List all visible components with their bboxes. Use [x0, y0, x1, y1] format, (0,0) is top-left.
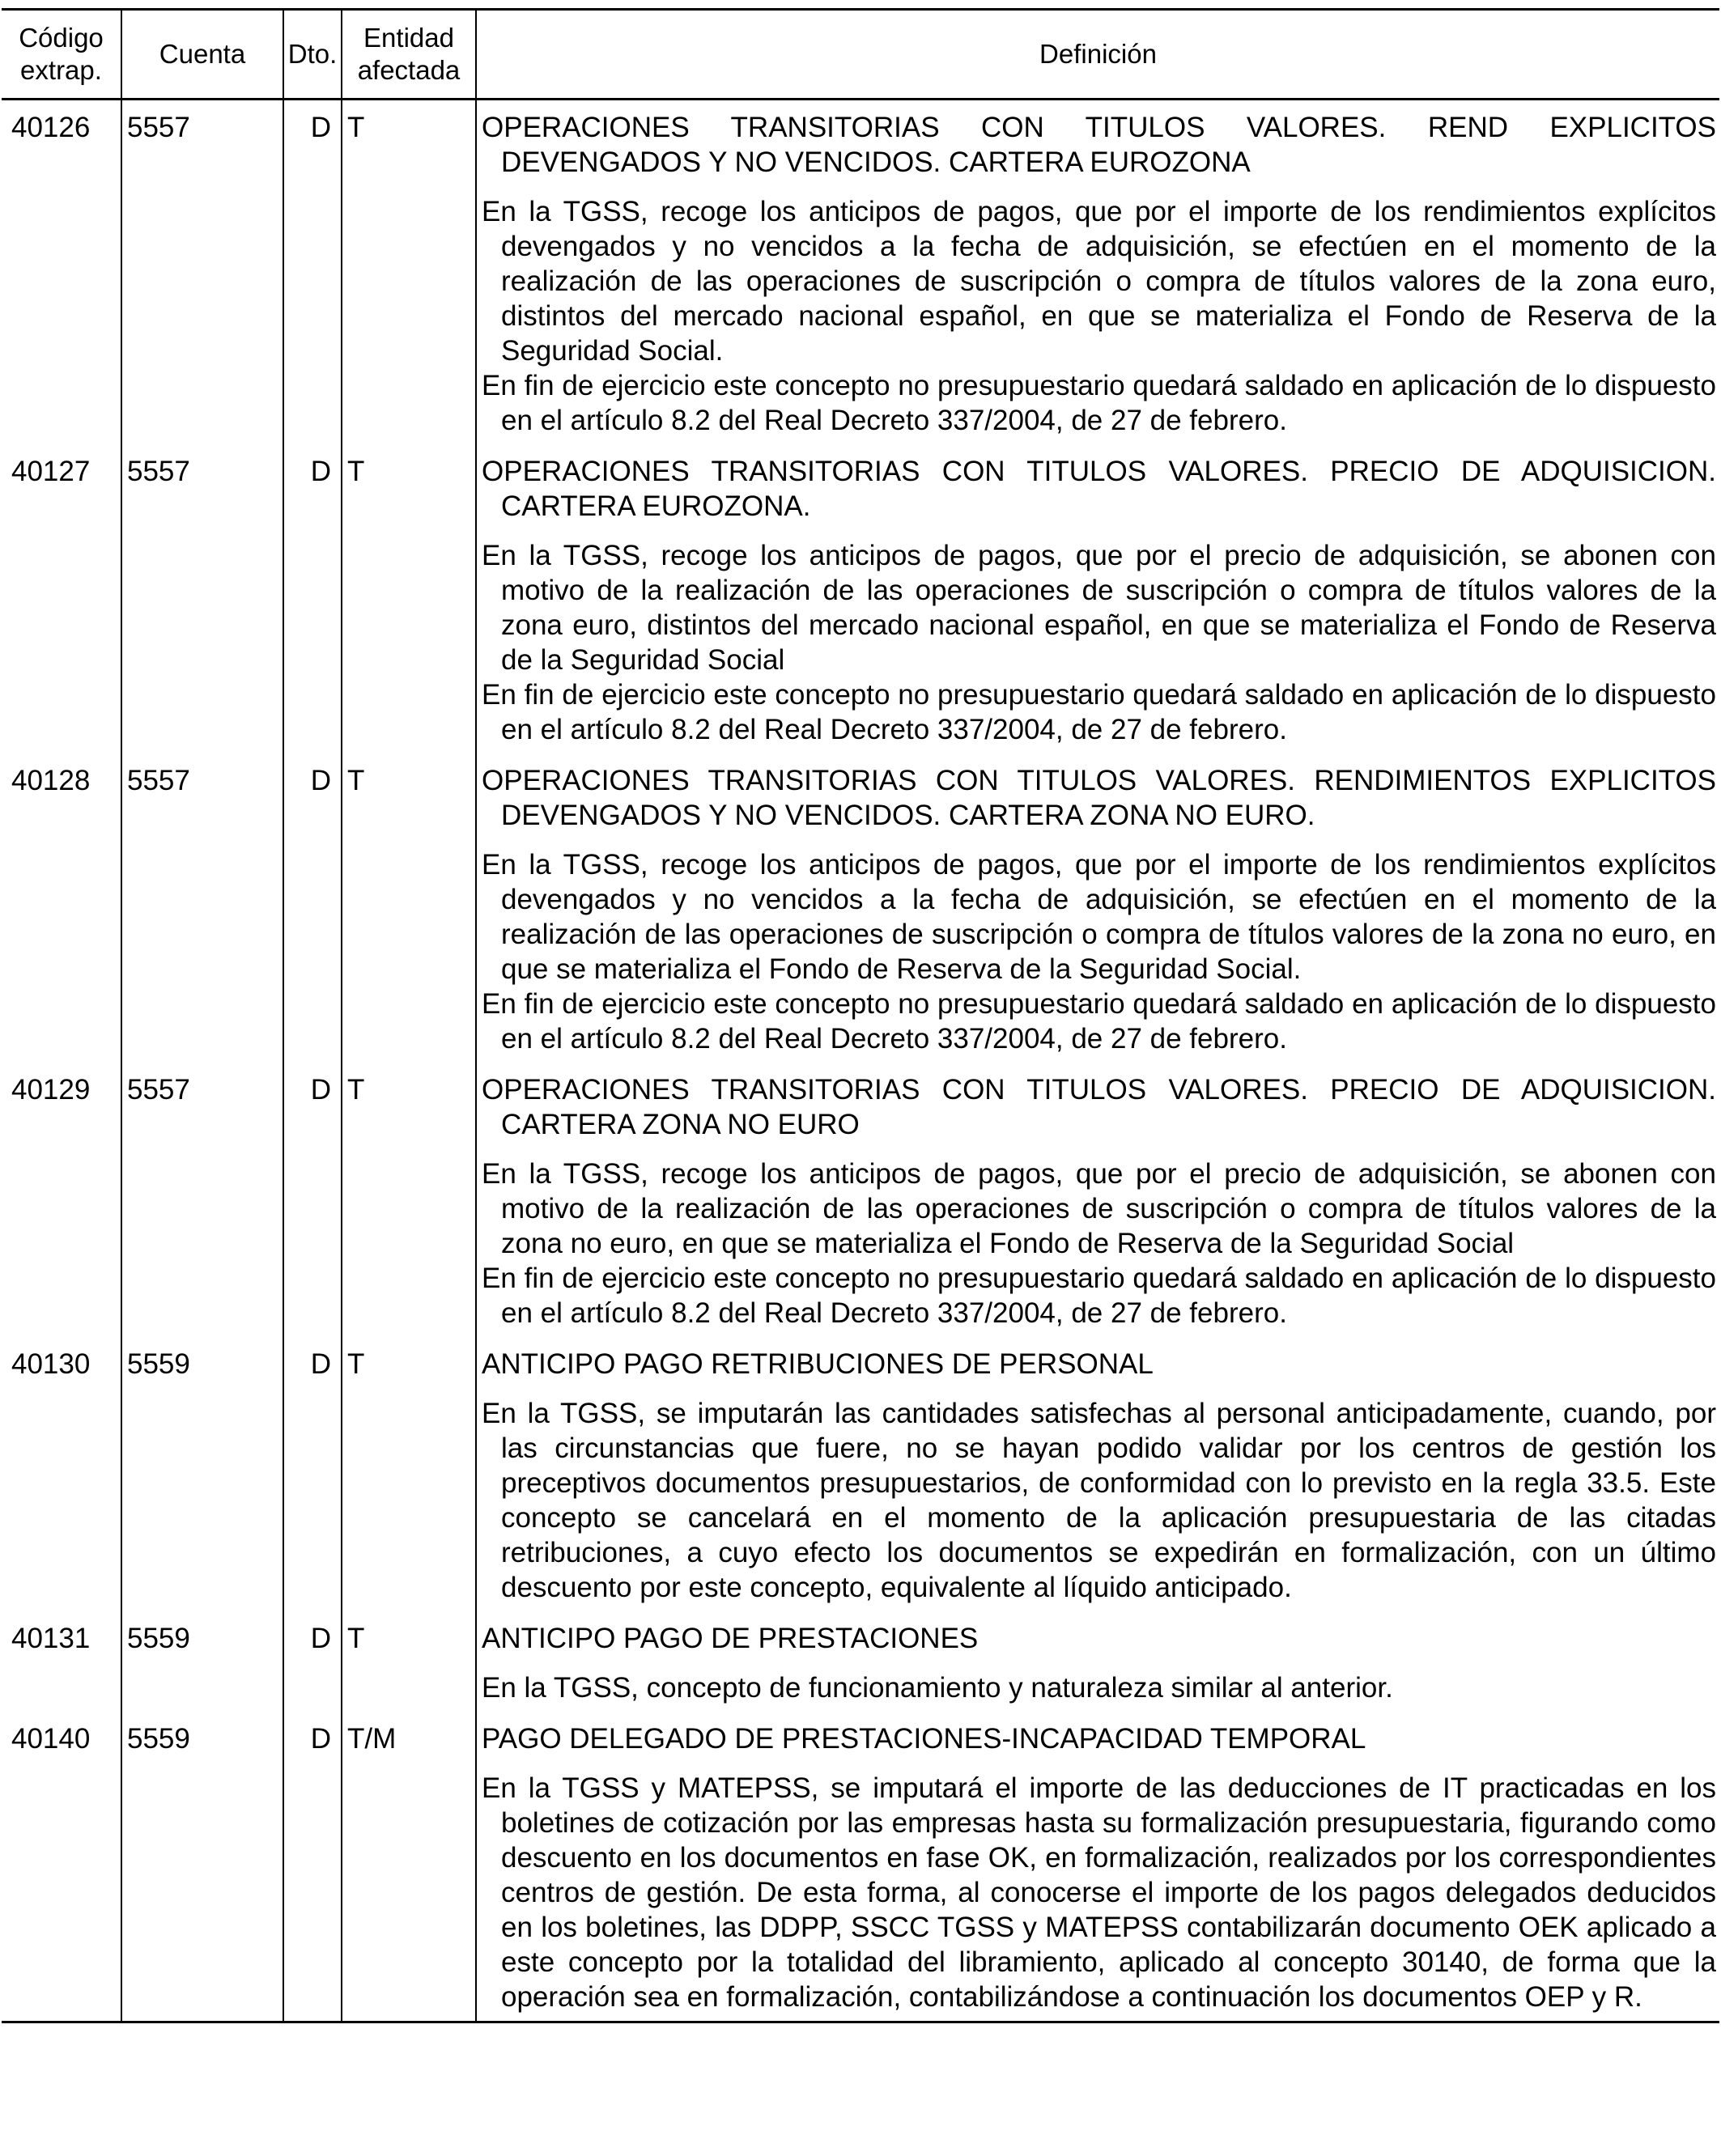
header-codigo: Código extrap.	[2, 10, 121, 100]
concept-paragraph: En la TGSS y MATEPSS, se imputará el importe de las deducciones de IT practicadas en los boletines de cotización por las empresas hasta su formalización presupuestaria, figurando como descuento en los documentos en fase OK, en formalización, realizados por los correspondientes centros de gestión. De esta forma, al conocerse el importe de los pagos delegados deducidos en los boletines, las DDPP, SSCC TGSS y MATEPSS contabilizarán documento OEK aplicado a este concepto por la totalidad del libramiento, aplicado al concepto 30140, de forma que la operación sea en formalización, contabilizándose a continuación los documentos OEP y R.	[482, 1772, 1716, 2013]
concept-title: OPERACIONES TRANSITORIAS CON TITULOS VALORES. RENDIMIENTOS EXPLICITOS DEVENGADOS Y NO VENCIDOS. CARTERA ZONA NO EURO.	[482, 765, 1716, 831]
cuenta-cell: 5557	[121, 753, 283, 1063]
concept-paragraph: En fin de ejercicio este concepto no presupuestario quedará saldado en aplicación de lo dispuesto en el artículo 8.2 del Real Decreto 337/2004, de 27 de febrero.	[482, 988, 1716, 1055]
header-dto: Dto.	[283, 10, 342, 100]
dto-cell: D	[283, 753, 342, 1063]
entidad-cell: T	[342, 753, 476, 1063]
dto-cell: D	[283, 100, 342, 445]
entidad-cell: T	[342, 100, 476, 445]
codigo-cell: 40126	[11, 112, 91, 143]
codigo-cell: 40140	[2, 1712, 121, 2022]
definicion-cell	[476, 1337, 1719, 1611]
table-row	[2, 1712, 1719, 2022]
table-row	[2, 444, 1719, 753]
codigo-cell: 40129	[11, 1074, 91, 1106]
definicion-cell	[476, 1712, 1719, 2022]
entidad-cell: T	[342, 1611, 476, 1712]
entidad-cell: T	[342, 1063, 476, 1337]
codigo-cell: 40131	[11, 1623, 91, 1654]
concept-title: OPERACIONES TRANSITORIAS CON TITULOS VALORES. PRECIO DE ADQUISICION. CARTERA EUROZONA.	[482, 456, 1716, 522]
dto-cell: D	[283, 1337, 342, 1611]
concept-paragraph: En la TGSS, se imputarán las cantidades satisfechas al personal anticipadamente, cuando, por las circunstancias que fuere, no se hayan podido validar por los centros de gestión los preceptivos documentos presupuestarios, de conformidad con lo previsto en la regla 33.5. Este concepto se cancelará en el momento de la aplicación presupuestaria de las citadas retribuciones, a cuyo efecto los documentos se expedirán en formalización, con un último descuento por este concepto, equivalente al líquido anticipado.	[482, 1398, 1716, 1603]
table-row	[2, 753, 1719, 1063]
concept-title: OPERACIONES TRANSITORIAS CON TITULOS VALORES. REND EXPLICITOS DEVENGADOS Y NO VENCIDOS. CARTERA EUROZONA	[482, 112, 1716, 178]
header-definicion: Definición	[476, 10, 1719, 100]
table-row	[2, 1063, 1719, 1337]
table-row	[2, 1337, 1719, 1611]
concept-paragraph: En la TGSS, recoge los anticipos de pagos, que por el precio de adquisición, se abonen con motivo de la realización de las operaciones de suscripción o compra de títulos valores de la zona euro, distintos del mercado nacional español, en que se materializa el Fondo de Reserva de la Seguridad Social	[482, 540, 1716, 676]
entidad-cell: T	[342, 444, 476, 753]
table-body	[2, 100, 1719, 2022]
concept-title: ANTICIPO PAGO RETRIBUCIONES DE PERSONAL	[482, 1348, 1154, 1380]
concept-paragraph: En fin de ejercicio este concepto no presupuestario quedará saldado en aplicación de lo dispuesto en el artículo 8.2 del Real Decreto 337/2004, de 27 de febrero.	[482, 370, 1716, 436]
definicion-cell	[476, 1063, 1719, 1337]
concept-title: ANTICIPO PAGO DE PRESTACIONES	[482, 1623, 979, 1654]
dto-cell: D	[283, 1712, 342, 2022]
dto-cell: D	[283, 444, 342, 753]
concept-title: OPERACIONES TRANSITORIAS CON TITULOS VALORES. PRECIO DE ADQUISICION. CARTERA ZONA NO EURO	[482, 1074, 1716, 1140]
entidad-cell: T/M	[342, 1712, 476, 2022]
codigo-cell: 40130	[11, 1348, 91, 1380]
table-row	[2, 100, 1719, 445]
concept-paragraph: En fin de ejercicio este concepto no presupuestario quedará saldado en aplicación de lo dispuesto en el artículo 8.2 del Real Decreto 337/2004, de 27 de febrero.	[482, 679, 1716, 745]
concept-paragraph: En la TGSS, concepto de funcionamiento y naturaleza similar al anterior.	[482, 1672, 1393, 1704]
table-header-row	[2, 10, 1719, 100]
header-entidad: Entidad afectada	[342, 10, 476, 100]
codigo-cell: 40127	[11, 456, 91, 487]
cuenta-cell: 5559	[121, 1712, 283, 2022]
entidad-cell: T	[342, 1337, 476, 1611]
concept-title: PAGO DELEGADO DE PRESTACIONES-INCAPACIDAD TEMPORAL	[482, 1723, 1366, 1755]
cuenta-cell: 5557	[121, 444, 283, 753]
dto-cell: D	[283, 1611, 342, 1712]
codigo-cell: 40128	[11, 765, 91, 796]
definicion-cell	[476, 100, 1719, 445]
cuenta-cell: 5557	[121, 100, 283, 445]
definicion-cell	[476, 444, 1719, 753]
concept-paragraph: En la TGSS, recoge los anticipos de pagos, que por el precio de adquisición, se abonen con motivo de la realización de las operaciones de suscripción o compra de títulos valores de la zona no euro, en que se materializa el Fondo de Reserva de la Seguridad Social	[482, 1158, 1716, 1259]
definicion-cell	[476, 753, 1719, 1063]
concept-paragraph: En fin de ejercicio este concepto no presupuestario quedará saldado en aplicación de lo dispuesto en el artículo 8.2 del Real Decreto 337/2004, de 27 de febrero.	[482, 1263, 1716, 1329]
concepts-table	[2, 8, 1719, 2023]
definicion-cell	[476, 1611, 1719, 1712]
cuenta-cell: 5559	[121, 1611, 283, 1712]
cuenta-cell: 5559	[121, 1337, 283, 1611]
table-row	[2, 1611, 1719, 1712]
header-cuenta: Cuenta	[121, 10, 283, 100]
concept-paragraph: En la TGSS, recoge los anticipos de pagos, que por el importe de los rendimientos explícitos devengados y no vencidos a la fecha de adquisición, se efectúen en el momento de la realización de las operaciones de suscripción o compra de títulos valores de la zona euro, distintos del mercado nacional español, en que se materializa el Fondo de Reserva de la Seguridad Social.	[482, 196, 1716, 367]
concept-paragraph: En la TGSS, recoge los anticipos de pagos, que por el importe de los rendimientos explícitos devengados y no vencidos a la fecha de adquisición, se efectúen en el momento de la realización de las operaciones de suscripción o compra de títulos valores de la zona no euro, en que se materializa el Fondo de Reserva de la Seguridad Social.	[482, 849, 1716, 985]
dto-cell: D	[283, 1063, 342, 1337]
cuenta-cell: 5557	[121, 1063, 283, 1337]
